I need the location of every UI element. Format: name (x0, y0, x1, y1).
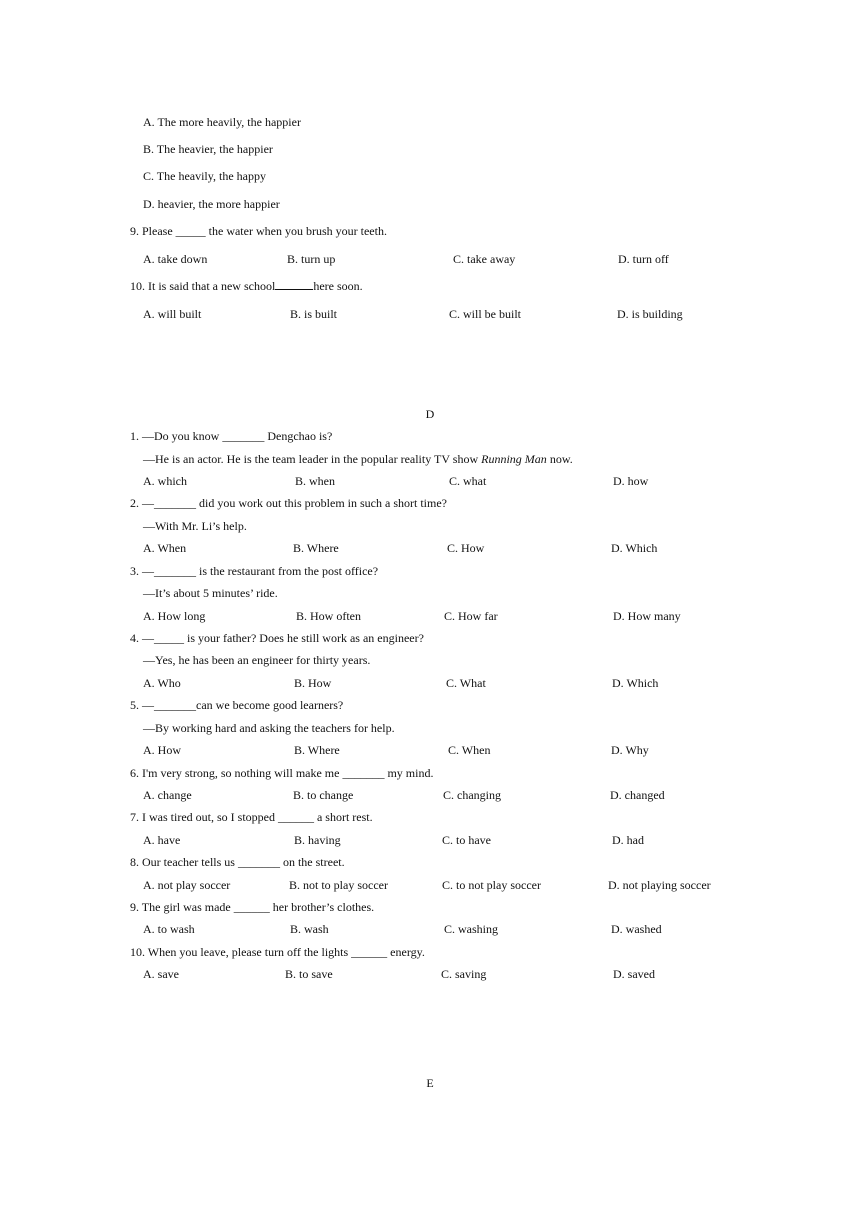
option-c8-d: D. heavier, the more happier (143, 197, 280, 211)
option-d8-d: D. not playing soccer (608, 878, 711, 892)
option-d10-b: B. to save (285, 967, 333, 981)
option-d7-d: D. had (612, 833, 644, 847)
option-d10-d: D. saved (613, 967, 655, 981)
option-d2-c: C. How (447, 541, 485, 555)
option-d10-c: C. saving (441, 967, 487, 981)
question-d6-stem: 6. I'm very strong, so nothing will make me _______ my mind. (130, 766, 434, 780)
option-d4-b: B. How (294, 676, 332, 690)
option-c9-c: C. take away (453, 252, 516, 266)
section-e-heading: E (426, 1076, 434, 1090)
option-d7-c: C. to have (442, 833, 491, 847)
question-d9-stem: 9. The girl was made ______ her brother’s clothes. (130, 900, 375, 914)
option-d3-c: C. How far (444, 609, 498, 623)
option-d1-a: A. which (143, 474, 187, 488)
option-c10-b: B. is built (290, 307, 338, 321)
option-d6-b: B. to change (293, 788, 354, 802)
section-d-heading: D (425, 407, 435, 421)
option-d8-b: B. not to play soccer (289, 878, 388, 892)
option-d5-a: A. How (143, 743, 181, 757)
option-c9-d: D. turn off (618, 252, 669, 266)
question-d4-stem: 4. —_____ is your father? Does he still work as an engineer? (130, 631, 424, 645)
option-d4-c: C. What (446, 676, 486, 690)
option-d9-c: C. washing (444, 922, 498, 936)
option-d1-d: D. how (613, 474, 649, 488)
option-d3-d: D. How many (613, 609, 681, 623)
question-d8-stem: 8. Our teacher tells us _______ on the street. (130, 855, 345, 869)
question-d1-reply-before: —He is an actor. He is the team leader in the popular reality TV show (143, 452, 482, 466)
option-c10-c: C. will be built (449, 307, 521, 321)
show-title: Running Man (481, 452, 547, 466)
question-c9-stem: 9. Please _____ the water when you brush your teeth. (130, 224, 387, 238)
question-d2-reply: —With Mr. Li’s help. (143, 519, 247, 533)
question-d2-stem: 2. —_______ did you work out this problem in such a short time? (130, 496, 447, 510)
option-d8-a: A. not play soccer (143, 878, 231, 892)
option-d10-a: A. save (143, 967, 179, 981)
option-d3-a: A. How long (143, 609, 206, 623)
option-c9-b: B. turn up (287, 252, 336, 266)
question-d3-stem: 3. —_______ is the restaurant from the post office? (130, 564, 379, 578)
question-d1-reply (143, 452, 573, 466)
option-d9-a: A. to wash (143, 922, 195, 936)
option-d2-d: D. Which (611, 541, 658, 555)
option-d6-a: A. change (143, 788, 192, 802)
question-d5-stem: 5. —_______can we become good learners? (130, 698, 344, 712)
question-d7-stem: 7. I was tired out, so I stopped ______ a short rest. (130, 810, 373, 824)
option-d9-d: D. washed (611, 922, 662, 936)
option-c8-c: C. The heavily, the happy (143, 169, 266, 183)
question-d1-reply-after: now. (546, 452, 573, 466)
option-d3-b: B. How often (296, 609, 361, 623)
option-d9-b: B. wash (290, 922, 329, 936)
option-d8-c: C. to not play soccer (442, 878, 541, 892)
option-d4-d: D. Which (612, 676, 659, 690)
question-c10-stem (130, 279, 363, 293)
option-c10-a: A. will built (143, 307, 202, 321)
option-c8-b: B. The heavier, the happier (143, 142, 273, 156)
question-c10-stem-after: here soon. (313, 279, 363, 293)
option-d6-d: D. changed (610, 788, 665, 802)
option-c9-a: A. take down (143, 252, 208, 266)
option-d7-a: A. have (143, 833, 181, 847)
option-d7-b: B. having (294, 833, 341, 847)
option-c8-a: A. The more heavily, the happier (143, 115, 301, 129)
question-d10-stem: 10. When you leave, please turn off the lights ______ energy. (130, 945, 425, 959)
question-d4-reply: —Yes, he has been an engineer for thirty years. (143, 653, 371, 667)
question-d3-reply: —It’s about 5 minutes’ ride. (143, 586, 278, 600)
question-d5-reply: —By working hard and asking the teachers for help. (143, 721, 395, 735)
question-d1-stem: 1. —Do you know _______ Dengchao is? (130, 429, 333, 443)
option-d2-b: B. Where (293, 541, 339, 555)
option-d5-b: B. Where (294, 743, 340, 757)
option-d2-a: A. When (143, 541, 187, 555)
option-d5-d: D. Why (611, 743, 649, 757)
option-d1-c: C. what (449, 474, 487, 488)
option-c10-d: D. is building (617, 307, 683, 321)
option-d5-c: C. When (448, 743, 491, 757)
option-d6-c: C. changing (443, 788, 501, 802)
question-c10-stem-before: 10. It is said that a new school (130, 279, 276, 293)
option-d1-b: B. when (295, 474, 335, 488)
answer-blank (275, 279, 313, 290)
option-d4-a: A. Who (143, 676, 181, 690)
